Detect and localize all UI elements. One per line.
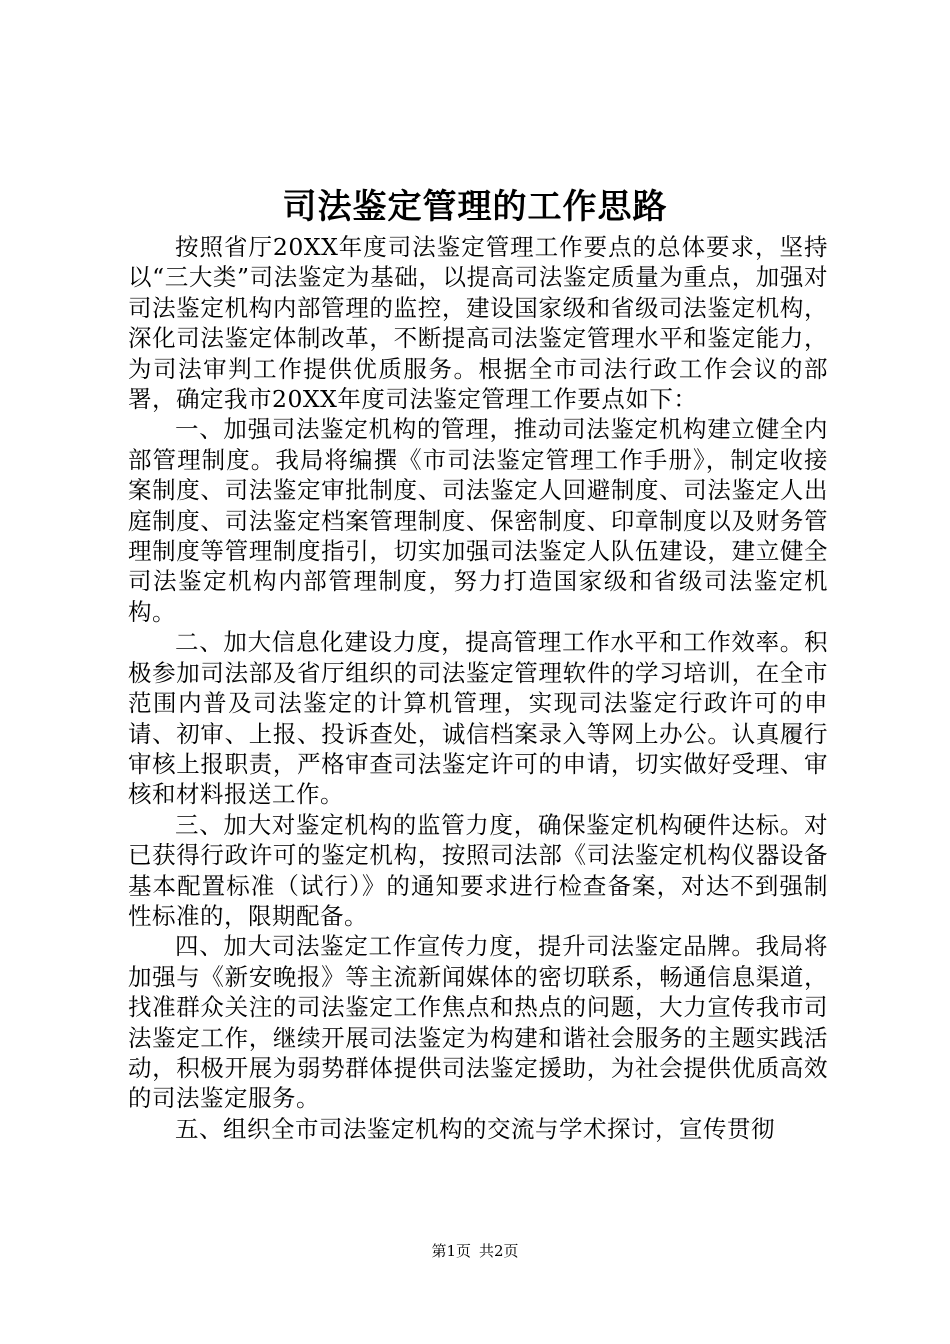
document-body — [128, 232, 828, 1144]
paragraph-intro: 按照省厅20XX年度司法鉴定管理工作要点的总体要求，坚持以“三大类”司法鉴定为基础，以提高司法鉴定质量为重点，加强对司法鉴定机构内部管理的监控，建设国家级和省级司法鉴定机构，深化司法鉴定体制改革，不断提高司法鉴定管理水平和鉴定能力，为司法审判工作提供优质服务。根据全市司法行政工作会议的部署，确定我市20XX年度司法鉴定管理工作要点如下： — [128, 233, 828, 414]
paragraph-item-4: 四、加大司法鉴定工作宣传力度，提升司法鉴定品牌。我局将加强与《新安晚报》等主流新闻媒体的密切联系，畅通信息渠道，找准群众关注的司法鉴定工作焦点和热点的问题，大力宣传我市司法鉴定工作，继续开展司法鉴定为构建和谐社会服务的主题实践活动，积极开展为弱势群体提供司法鉴定援助，为社会提供优质高效的司法鉴定服务。 — [128, 932, 828, 1113]
paragraph-item-2: 二、加大信息化建设力度，提高管理工作水平和工作效率。积极参加司法部及省厅组织的司法鉴定管理软件的学习培训，在全市范围内普及司法鉴定的计算机管理，实现司法鉴定行政许可的申请、初审、上报、投诉查处，诚信档案录入等网上办公。认真履行审核上报职责，严格审查司法鉴定许可的申请，切实做好受理、审核和材料报送工作。 — [128, 628, 828, 809]
paragraph-item-3: 三、加大对鉴定机构的监管力度，确保鉴定机构硬件达标。对已获得行政许可的鉴定机构，按照司法部《司法鉴定机构仪器设备基本配置标准（试行）》的通知要求进行检查备案，对达不到强制性标准的，限期配备。 — [128, 810, 828, 930]
page-number-total: 共2页 — [479, 1242, 519, 1260]
page-number-current: 第1页 — [431, 1242, 471, 1260]
document-title: 司法鉴定管理的工作思路 — [282, 187, 668, 227]
page-footer — [0, 1240, 950, 1262]
paragraph-item-5: 五、组织全市司法鉴定机构的交流与学术探讨，宣传贯彻 — [175, 1114, 775, 1143]
paragraph-item-1: 一、加强司法鉴定机构的管理，推动司法鉴定机构建立健全内部管理制度。我局将编撰《市司法鉴定管理工作手册》，制定收接案制度、司法鉴定审批制度、司法鉴定人回避制度、司法鉴定人出庭制度、司法鉴定档案管理制度、保密制度、印章制度以及财务管理制度等管理制度指引，切实加强司法鉴定人队伍建设，建立健全司法鉴定机构内部管理制度，努力打造国家级和省级司法鉴定机构。 — [128, 415, 828, 626]
